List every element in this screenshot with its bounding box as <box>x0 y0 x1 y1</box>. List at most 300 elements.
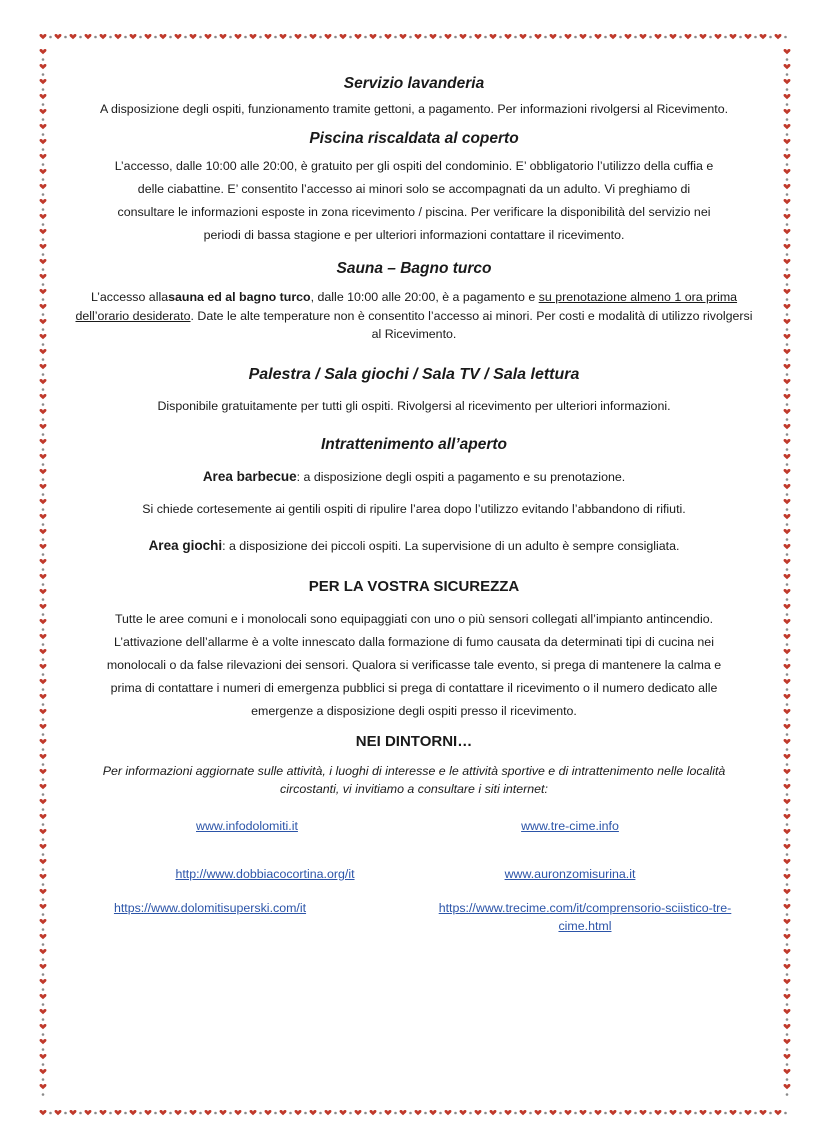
border-heart-icon <box>40 229 47 234</box>
border-heart-icon <box>490 34 497 39</box>
border-dot <box>786 328 789 331</box>
border-dot <box>786 568 789 571</box>
border-dot <box>786 418 789 421</box>
border-heart-icon <box>784 634 791 639</box>
border-heart-icon <box>385 1110 392 1115</box>
border-dot <box>786 928 789 931</box>
border-heart-icon <box>460 34 467 39</box>
border-heart-icon <box>784 649 791 654</box>
border-dot <box>634 1112 637 1115</box>
border-dot <box>42 973 45 976</box>
border-heart-icon <box>784 1039 791 1044</box>
border-heart-icon <box>784 439 791 444</box>
play-area-text <box>70 536 758 556</box>
pool-title: Piscina riscaldata al coperto <box>309 130 519 147</box>
border-heart-icon <box>784 829 791 834</box>
border-heart-icon <box>550 1110 557 1115</box>
border-heart-icon <box>40 289 47 294</box>
border-dot <box>109 36 112 39</box>
border-dot <box>42 388 45 391</box>
border-dot <box>499 1112 502 1115</box>
border-dot <box>42 223 45 226</box>
border-heart-icon <box>784 514 791 519</box>
border-heart-icon <box>100 1110 107 1115</box>
border-heart-icon <box>40 124 47 129</box>
border-heart-icon <box>40 784 47 789</box>
document-content <box>70 70 758 947</box>
border-dot <box>64 1112 67 1115</box>
border-heart-icon <box>40 934 47 939</box>
border-heart-icon <box>784 484 791 489</box>
border-dot <box>42 718 45 721</box>
border-dot <box>529 1112 532 1115</box>
border-heart-icon <box>625 1110 632 1115</box>
border-dot <box>786 478 789 481</box>
border-dot <box>289 1112 292 1115</box>
border-heart-icon <box>784 709 791 714</box>
border-heart-icon <box>40 634 47 639</box>
border-dot <box>484 1112 487 1115</box>
border-heart-icon <box>784 1054 791 1059</box>
border-heart-icon <box>784 109 791 114</box>
border-heart-icon <box>580 34 587 39</box>
border-dot <box>244 36 247 39</box>
border-heart-icon <box>175 1110 182 1115</box>
bbq-description: : a disposizione degli ospiti a pagamento e su prenotazione. <box>296 469 626 484</box>
border-heart-icon <box>784 394 791 399</box>
border-heart-icon <box>40 919 47 924</box>
border-dot <box>786 778 789 781</box>
border-dot <box>739 1112 742 1115</box>
border-dot <box>454 1112 457 1115</box>
border-dot <box>42 658 45 661</box>
bbq-text <box>70 467 758 487</box>
border-dot <box>42 403 45 406</box>
border-heart-icon <box>784 124 791 129</box>
pool-text: L’accesso, dalle 10:00 alle 20:00, è gratuito per gli ospiti del condominio. E’ obbligatorio l’utilizzo della cuffia e delle ciabattine. E’ consentito l’accesso ai minori solo se accompagnati da un adulto. Vi preghiamo di consultare le informazioni esposte in zona ricevimento / piscina. Per verificare la disponibilità del servizio nei periodi di bassa stagione e per ulteriori informazioni contattare il ricevimento. <box>114 159 714 242</box>
border-dot <box>634 36 637 39</box>
sauna-text-intro: L’accesso alla <box>90 290 169 304</box>
border-heart-icon <box>355 34 362 39</box>
border-dot <box>589 36 592 39</box>
sauna-text <box>70 288 758 344</box>
outdoor-title: Intrattenimento all’aperto <box>320 435 508 453</box>
border-heart-icon <box>460 1110 467 1115</box>
border-dot <box>786 748 789 751</box>
border-dot <box>786 613 789 616</box>
border-dot <box>589 1112 592 1115</box>
link-infodolomiti[interactable]: www.infodolomiti.it <box>196 818 298 833</box>
border-heart-icon <box>784 184 791 189</box>
link-dobbiacocortina[interactable]: http://www.dobbiacocortina.org/it <box>175 866 355 881</box>
border-dot <box>786 733 789 736</box>
border-heart-icon <box>775 1110 782 1115</box>
border-dot <box>42 943 45 946</box>
border-heart-icon <box>784 214 791 219</box>
border-dot <box>754 36 757 39</box>
border-heart-icon <box>40 1084 47 1089</box>
border-heart-icon <box>784 559 791 564</box>
border-dot <box>786 868 789 871</box>
border-heart-icon <box>40 169 47 174</box>
border-heart-icon <box>760 1110 767 1115</box>
border-dot <box>469 36 472 39</box>
border-heart-icon <box>55 34 62 39</box>
border-heart-icon <box>784 784 791 789</box>
border-dot <box>769 36 772 39</box>
border-dot <box>786 853 789 856</box>
border-dot <box>786 403 789 406</box>
border-heart-icon <box>40 379 47 384</box>
border-heart-icon <box>610 1110 617 1115</box>
border-heart-icon <box>784 1069 791 1074</box>
border-dot <box>786 388 789 391</box>
border-heart-icon <box>655 1110 662 1115</box>
border-heart-icon <box>784 529 791 534</box>
border-heart-icon <box>550 34 557 39</box>
border-dot <box>319 36 322 39</box>
border-heart-icon <box>40 904 47 909</box>
border-dot <box>42 73 45 76</box>
border-heart-icon <box>40 724 47 729</box>
border-dot <box>42 748 45 751</box>
border-heart-icon <box>535 34 542 39</box>
border-dot <box>786 643 789 646</box>
border-heart-icon <box>295 1110 302 1115</box>
border-dot <box>786 1078 789 1081</box>
border-heart-icon <box>40 394 47 399</box>
border-heart-icon <box>784 739 791 744</box>
border-heart-icon <box>40 64 47 69</box>
border-heart-icon <box>565 34 572 39</box>
border-dot <box>574 36 577 39</box>
border-dot <box>319 1112 322 1115</box>
border-dot <box>514 1112 517 1115</box>
border-dot <box>786 553 789 556</box>
border-dot <box>42 163 45 166</box>
bbq-label: Area barbecue <box>202 468 297 484</box>
border-dot <box>409 1112 412 1115</box>
border-heart-icon <box>40 559 47 564</box>
border-heart-icon <box>415 34 422 39</box>
border-dot <box>229 36 232 39</box>
border-dot <box>64 36 67 39</box>
border-dot <box>786 58 789 61</box>
border-heart-icon <box>784 949 791 954</box>
link-trecime-ski[interactable]: https://www.trecime.com/it/comprensorio-sciistico-tre-cime.html <box>438 900 732 933</box>
border-dot <box>786 343 789 346</box>
border-heart-icon <box>40 814 47 819</box>
border-dot <box>349 1112 352 1115</box>
border-dot <box>786 583 789 586</box>
border-dot <box>786 883 789 886</box>
border-heart-icon <box>505 34 512 39</box>
border-dot <box>42 358 45 361</box>
border-dot <box>42 328 45 331</box>
border-heart-icon <box>595 1110 602 1115</box>
border-heart-icon <box>40 349 47 354</box>
border-dot <box>169 36 172 39</box>
border-heart-icon <box>40 664 47 669</box>
border-dot <box>42 688 45 691</box>
border-heart-icon <box>784 919 791 924</box>
border-heart-icon <box>40 319 47 324</box>
border-heart-icon <box>784 469 791 474</box>
border-dot <box>499 36 502 39</box>
link-dolomitisuperski[interactable]: https://www.dolomitisuperski.com/it <box>113 900 307 915</box>
border-dot <box>42 448 45 451</box>
border-heart-icon <box>40 769 47 774</box>
border-dot <box>394 1112 397 1115</box>
border-heart-icon <box>325 1110 332 1115</box>
gym-text: Disponibile gratuitamente per tutti gli ospiti. Rivolgersi al ricevimento per ulteriori informazioni. <box>157 398 671 413</box>
border-dot <box>786 148 789 151</box>
border-heart-icon <box>784 769 791 774</box>
border-dot <box>786 1093 789 1096</box>
border-dot <box>79 1112 82 1115</box>
border-heart-icon <box>784 244 791 249</box>
border-dot <box>42 478 45 481</box>
border-heart-icon <box>784 49 791 54</box>
border-dot <box>124 1112 127 1115</box>
border-dot <box>786 223 789 226</box>
border-dot <box>42 1078 45 1081</box>
link-auronzomisurina[interactable]: www.auronzomisurina.it <box>504 866 636 881</box>
border-dot <box>786 718 789 721</box>
border-heart-icon <box>280 34 287 39</box>
border-dot <box>709 36 712 39</box>
border-dot <box>559 1112 562 1115</box>
border-heart-icon <box>370 34 377 39</box>
border-dot <box>786 463 789 466</box>
border-heart-icon <box>784 349 791 354</box>
border-dot <box>786 358 789 361</box>
border-heart-icon <box>475 1110 482 1115</box>
border-heart-icon <box>40 529 47 534</box>
border-dot <box>786 1033 789 1036</box>
border-dot <box>786 808 789 811</box>
border-heart-icon <box>784 619 791 624</box>
border-dot <box>786 373 789 376</box>
border-dot <box>42 463 45 466</box>
border-dot <box>42 583 45 586</box>
border-dot <box>139 1112 142 1115</box>
border-dot <box>42 1048 45 1051</box>
border-heart-icon <box>115 34 122 39</box>
border-heart-icon <box>784 979 791 984</box>
border-dot <box>184 1112 187 1115</box>
border-dot <box>42 733 45 736</box>
border-heart-icon <box>520 34 527 39</box>
border-heart-icon <box>385 34 392 39</box>
border-dot <box>364 1112 367 1115</box>
border-dot <box>786 448 789 451</box>
border-heart-icon <box>190 1110 197 1115</box>
border-dot <box>274 36 277 39</box>
border-dot <box>42 838 45 841</box>
border-dot <box>199 1112 202 1115</box>
border-heart-icon <box>40 589 47 594</box>
border-dot <box>786 703 789 706</box>
border-dot <box>42 1018 45 1021</box>
border-dot <box>42 1033 45 1036</box>
border-dot <box>694 36 697 39</box>
border-dot <box>786 538 789 541</box>
border-dot <box>259 36 262 39</box>
laundry-title: Servizio lavanderia <box>343 75 485 92</box>
border-heart-icon <box>40 1054 47 1059</box>
border-dot <box>42 523 45 526</box>
border-heart-icon <box>784 334 791 339</box>
border-heart-icon <box>784 664 791 669</box>
border-dot <box>42 598 45 601</box>
border-dot <box>42 793 45 796</box>
border-heart-icon <box>40 829 47 834</box>
border-dot <box>679 1112 682 1115</box>
border-heart-icon <box>40 304 47 309</box>
border-heart-icon <box>40 874 47 879</box>
border-heart-icon <box>784 889 791 894</box>
border-dot <box>786 118 789 121</box>
border-heart-icon <box>40 184 47 189</box>
border-heart-icon <box>655 34 662 39</box>
border-dot <box>169 1112 172 1115</box>
border-heart-icon <box>40 484 47 489</box>
border-heart-icon <box>250 34 257 39</box>
border-dot <box>199 36 202 39</box>
border-heart-icon <box>340 34 347 39</box>
border-dot <box>439 36 442 39</box>
border-heart-icon <box>40 454 47 459</box>
border-heart-icon <box>40 109 47 114</box>
border-dot <box>786 88 789 91</box>
border-heart-icon <box>784 604 791 609</box>
border-dot <box>349 36 352 39</box>
website-links <box>70 817 758 947</box>
border-dot <box>604 36 607 39</box>
border-heart-icon <box>685 1110 692 1115</box>
border-heart-icon <box>784 274 791 279</box>
border-heart-icon <box>784 694 791 699</box>
border-heart-icon <box>784 289 791 294</box>
border-heart-icon <box>100 34 107 39</box>
border-heart-icon <box>40 469 47 474</box>
border-heart-icon <box>85 34 92 39</box>
border-dot <box>709 1112 712 1115</box>
border-heart-icon <box>784 844 791 849</box>
border-heart-icon <box>784 139 791 144</box>
border-heart-icon <box>40 79 47 84</box>
border-dot <box>379 36 382 39</box>
border-dot <box>42 808 45 811</box>
border-dot <box>42 823 45 826</box>
border-heart-icon <box>340 1110 347 1115</box>
border-heart-icon <box>784 409 791 414</box>
border-dot <box>664 36 667 39</box>
border-heart-icon <box>784 424 791 429</box>
border-dot <box>42 148 45 151</box>
border-heart-icon <box>40 979 47 984</box>
border-dot <box>42 988 45 991</box>
border-heart-icon <box>784 229 791 234</box>
link-tre-cime-info[interactable]: www.tre-cime.info <box>521 818 619 833</box>
border-heart-icon <box>55 1110 62 1115</box>
border-dot <box>544 1112 547 1115</box>
border-heart-icon <box>40 49 47 54</box>
border-heart-icon <box>40 439 47 444</box>
border-heart-icon <box>784 814 791 819</box>
border-heart-icon <box>700 34 707 39</box>
border-dot <box>786 658 789 661</box>
border-heart-icon <box>85 1110 92 1115</box>
border-dot <box>786 763 789 766</box>
border-heart-icon <box>430 34 437 39</box>
border-heart-icon <box>295 34 302 39</box>
border-dot <box>786 253 789 256</box>
border-heart-icon <box>145 1110 152 1115</box>
border-dot <box>679 36 682 39</box>
border-heart-icon <box>730 1110 737 1115</box>
border-dot <box>42 1003 45 1006</box>
border-heart-icon <box>40 1110 47 1115</box>
border-heart-icon <box>40 154 47 159</box>
border-dot <box>42 193 45 196</box>
border-dot <box>42 898 45 901</box>
border-dot <box>49 36 52 39</box>
border-dot <box>229 1112 232 1115</box>
border-heart-icon <box>220 1110 227 1115</box>
border-heart-icon <box>40 1009 47 1014</box>
border-heart-icon <box>400 34 407 39</box>
border-dot <box>334 1112 337 1115</box>
border-heart-icon <box>715 34 722 39</box>
border-heart-icon <box>40 799 47 804</box>
border-heart-icon <box>115 1110 122 1115</box>
border-heart-icon <box>370 1110 377 1115</box>
border-heart-icon <box>784 319 791 324</box>
border-heart-icon <box>40 334 47 339</box>
border-dot <box>786 283 789 286</box>
border-heart-icon <box>40 889 47 894</box>
border-dot <box>786 508 789 511</box>
border-dot <box>786 73 789 76</box>
border-dot <box>529 36 532 39</box>
border-dot <box>514 36 517 39</box>
border-dot <box>42 238 45 241</box>
border-dot <box>42 268 45 271</box>
border-heart-icon <box>40 364 47 369</box>
border-heart-icon <box>40 949 47 954</box>
border-heart-icon <box>40 514 47 519</box>
border-dot <box>649 36 652 39</box>
border-heart-icon <box>130 1110 137 1115</box>
sauna-title: Sauna – Bagno turco <box>336 260 492 277</box>
border-heart-icon <box>505 1110 512 1115</box>
border-dot <box>786 628 789 631</box>
border-dot <box>42 868 45 871</box>
border-heart-icon <box>145 34 152 39</box>
border-dot <box>786 523 789 526</box>
border-heart-icon <box>784 154 791 159</box>
border-dot <box>786 238 789 241</box>
border-heart-icon <box>784 934 791 939</box>
border-dot <box>42 553 45 556</box>
border-heart-icon <box>784 904 791 909</box>
border-dot <box>619 1112 622 1115</box>
border-dot <box>42 493 45 496</box>
border-heart-icon <box>40 34 47 39</box>
border-heart-icon <box>205 34 212 39</box>
